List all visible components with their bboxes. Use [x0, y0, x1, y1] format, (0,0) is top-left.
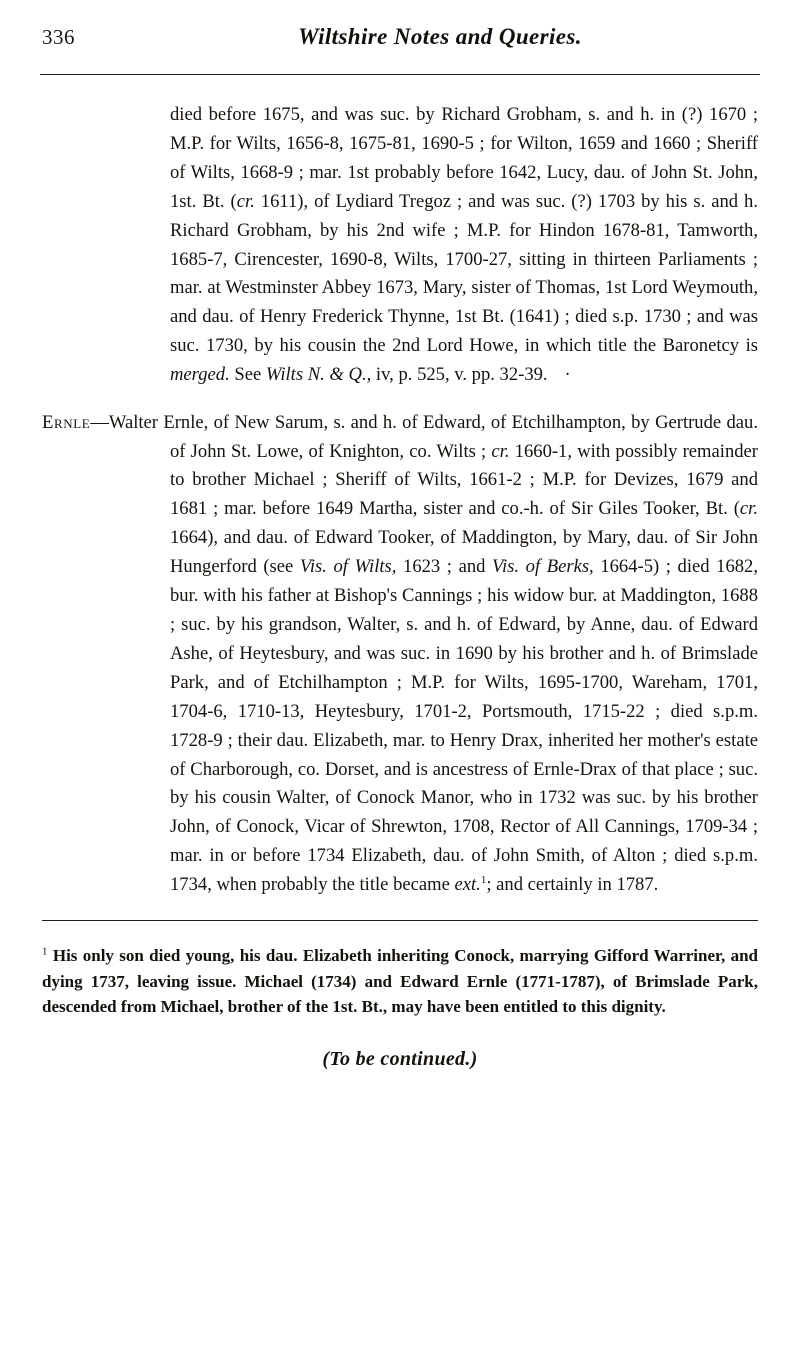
page — [0, 24, 800, 1363]
footnote-marker: 1 — [42, 945, 48, 958]
centre-dot: · — [564, 364, 571, 386]
ernle-italic-vis-wilts: Vis. of Wilts, — [299, 556, 397, 578]
running-head — [42, 24, 758, 64]
para1-seg1: died before 1675, and was suc. by Richard Grobham, s. and h. in (?) 1670 ; M.P. for Wilts, 1656-8, 1675-81, 1690-5 ; for Wilton, 1659 and 1660 ; Sheriff of Wilts, 1668-9 ; mar. 1st probably before 1642, Lucy, dau. of John St. John, 1st. Bt. ( — [170, 104, 758, 212]
para1-seg2: 1611), of Lydiard Tregoz ; and was suc. (?) 1703 by his s. and h. Richard Grobham, by his 2nd wife ; M.P. for Hindon 1678-81, Tamworth, 1685-7, Cirencester, 1690-8, Wilts, 1700-27, sitting in thirteen Parliaments ; mar. at Westminster Abbey 1673, Mary, sister of Thomas, 1st Lord Weymouth, and dau. of Henry Frederick Thynne, 1st Bt. (1641) ; died s.p. 1730 ; and was suc. 1730, by his cousin the 2nd Lord Howe, in which title the Baronetcy is — [170, 190, 758, 357]
ernle-italic-ext: ext. — [454, 874, 481, 896]
ernle-seg5: 1664-5) ; died 1682, bur. with his father at Bishop's Cannings ; his widow bur. at Maddington, 1688 ; suc. by his grandson, Walter, s. and h. of Edward, by Anne, dau. of Edward Ashe, of Heytesbury, and was suc. in 1690 by his brother and h. of Brimslade Park, and of Etchilhampton ; M.P. for Wilts, 1695-1700, Wareham, 1701, 1704-6, 1710-13, Heytesbury, 1701-2, Portsmouth, 1715-22 ; died s.p.m. 1728-9 ; their dau. Elizabeth, mar. to Henry Drax, inherited her mother's estate of Charborough, co. Dorset, and is ancestress of Ernle-Drax of that place ; suc. by his cousin Walter, of Conock Manor, who in 1732 was suc. by his brother John, of Conock, Vicar of Shrewton, 1708, Rector of All Cannings, 1709-34 ; mar. in or before 1734 Elizabeth, dau. of John Smith, of Alton ; died s.p.m. 1734, when probably the title became — [170, 556, 758, 896]
paragraph-grobham — [170, 101, 758, 390]
ernle-seg1: Walter Ernle, of New Sarum, s. and h. of Edward, of Etchilhampton, by Gertrude dau. of John St. Lowe, of Knighton, co. Wilts ; — [108, 411, 758, 462]
para1-italic-wilts-nq: Wilts N. & Q., — [265, 364, 372, 386]
page-number: 336 — [42, 25, 75, 49]
ernle-seg2: 1660-1, with possibly remainder to brother Michael ; Sheriff of Wilts, 1661-2 ; M.P. for Devizes, 1679 and 1681 ; mar. before 1649 Martha, sister and co.-h. of Sir Giles Tooker, Bt. ( — [170, 440, 758, 520]
body-text — [42, 101, 758, 900]
ernle-seg4: 1623 ; and — [396, 556, 493, 578]
para1-italic-merged: merged. — [170, 364, 230, 386]
footnote-text: His only son died young, his dau. Elizabeth inheriting Conock, marrying Gifford Warriner, and dying 1737, leaving issue. Michael (1734) and Edward Ernle (1771-1787), of Brimslade Park, descended from Michael, brother of the 1st. Bt., may have been entitled to this dignity. — [42, 946, 758, 1017]
footnote-rule — [42, 920, 758, 921]
ernle-italic-cr1: cr. — [491, 440, 510, 462]
footnote — [42, 943, 758, 1020]
header-rule — [40, 74, 760, 75]
journal-title: Wiltshire Notes and Queries. — [298, 24, 582, 49]
para1-seg3: See — [229, 364, 266, 386]
to-be-continued: (To be continued.) — [322, 1047, 478, 1070]
entry-heading-ernle: Ernle — [42, 411, 91, 433]
footnote-reference: 1 — [480, 873, 487, 886]
entry-dash: — — [90, 411, 109, 433]
paragraph-ernle — [42, 409, 758, 900]
para1-italic-cr: cr. — [236, 190, 255, 212]
ernle-seg6: ; and certainly in 1787. — [486, 874, 659, 896]
para1-seg4: iv, p. 525, v. pp. 32-39. — [371, 364, 548, 386]
ernle-seg3: 1664), and dau. of Edward Tooker, of Maddington, by Mary, dau. of Sir John Hungerford (see — [170, 527, 758, 578]
ernle-italic-cr2: cr. — [739, 498, 758, 520]
ernle-italic-vis-berks: Vis. of Berks, — [492, 556, 594, 578]
